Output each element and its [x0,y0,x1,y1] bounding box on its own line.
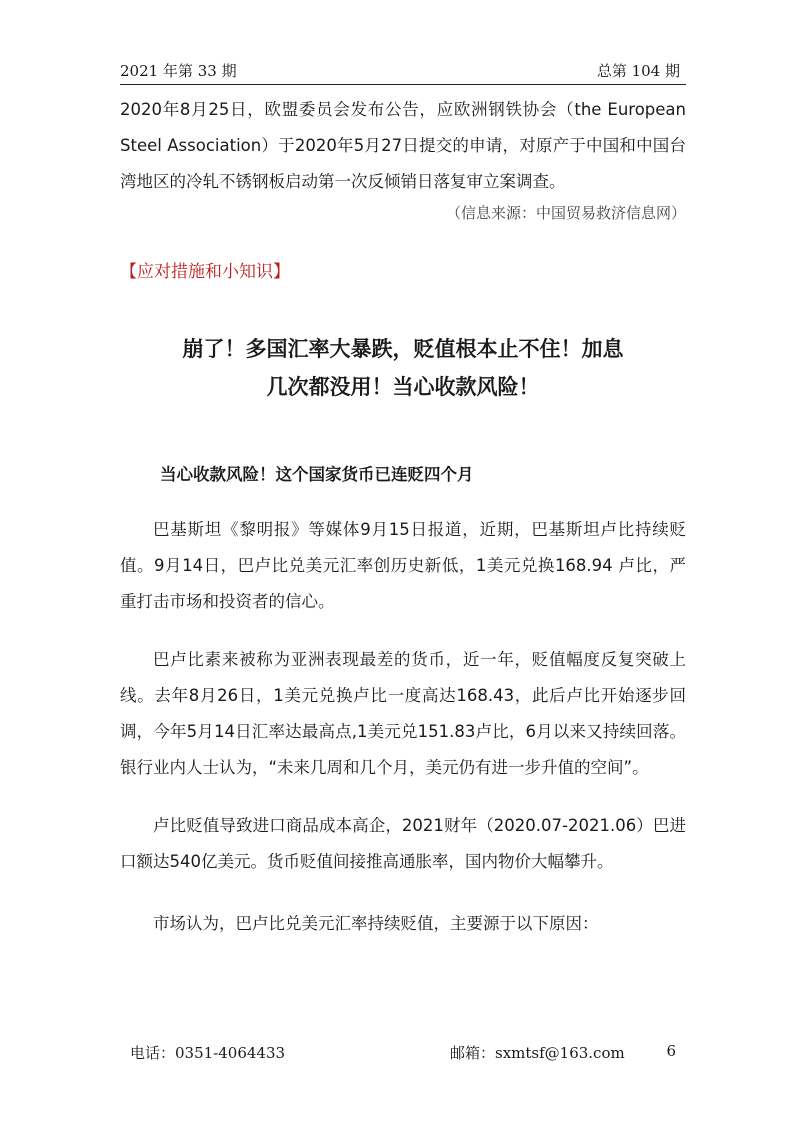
page-content [120,92,686,942]
section-tag: 【应对措施和小知识】 [120,262,290,282]
article-title-line-2: 几次都没用！当心收款风险！ [266,375,540,399]
contact-phone: 电话：0351-4064433 [130,1044,286,1062]
article-paragraph: 巴基斯坦《黎明报》等媒体9月15日报道，近期，巴基斯坦卢比持续贬值。9月14日，巴卢比兑美元汇率创历史新低，1美元兑换168.94 卢比，严重打击市场和投资者的信心。 [120,520,686,611]
article-paragraph: 巴卢比素来被称为亚洲表现最差的货币，近一年，贬值幅度反复突破上线。去年8月26日，1美元兑换卢比一度高达168.43，此后卢比开始逐步回调，今年5月14日汇率达最高点,1美元兑151.83卢比，6月以来又持续回落。银行业内人士认为，“未来几周和几个月，美元仍有进一步升值的空间”。 [120,650,686,777]
news-paragraph: 2020年8月25日，欧盟委员会发布公告，应欧洲钢铁协会（the European Steel Association）于2020年5月27日提交的申请，对原产于中国和中国台湾地区的冷轧不锈钢板启动第一次反倾销日落复审立案调查。 [120,100,686,191]
news-source: （信息来源：中国贸易救济信息网） [445,204,686,222]
article-subtitle: 当心收款风险！这个国家货币已连贬四个月 [160,465,474,484]
article-title-line-1: 崩了！多国汇率大暴跌，贬值根本止不住！加息 [182,337,624,361]
issue-number: 2021 年第 33 期 [120,62,237,80]
article-title [120,330,686,406]
page-footer [130,1042,676,1066]
page-header [120,58,686,85]
article-paragraph: 市场认为，巴卢比兑美元汇率持续贬值，主要源于以下原因： [153,914,599,933]
total-issue-number: 总第 104 期 [596,62,680,80]
page-number: 6 [666,1042,676,1060]
contact-email: 邮箱：sxmtsf@163.com [450,1044,625,1062]
article-paragraph: 卢比贬值导致进口商品成本高企，2021财年（2020.07-2021.06）巴进口额达540亿美元。货币贬值间接推高通胀率，国内物价大幅攀升。 [120,816,686,871]
